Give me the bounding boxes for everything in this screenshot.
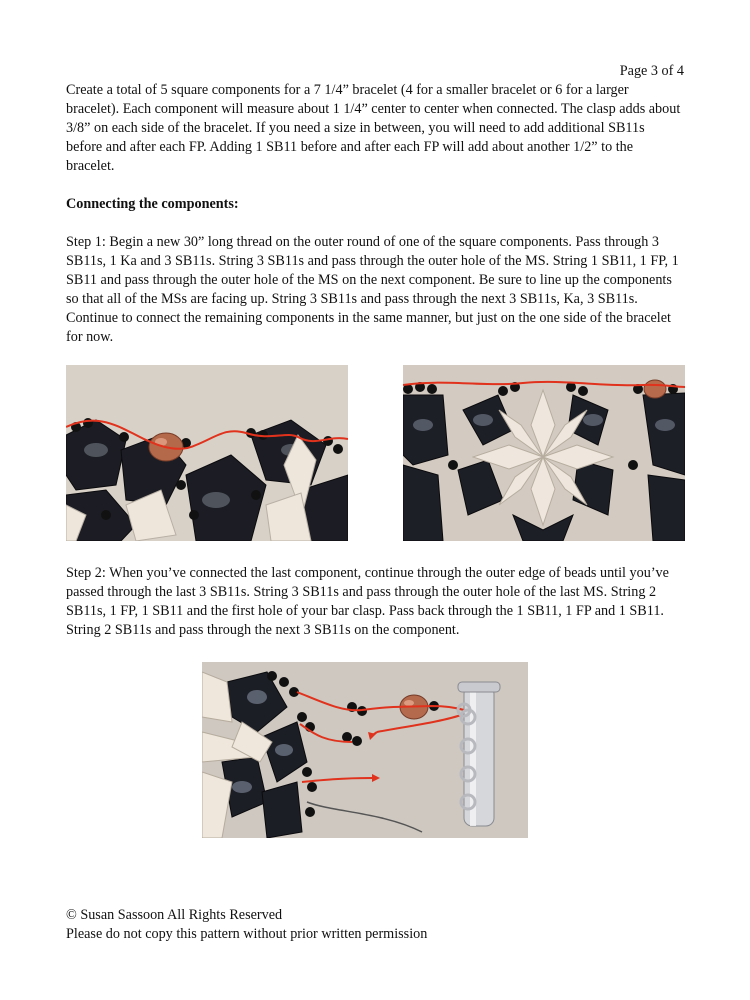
step-2-paragraph: Step 2: When you’ve connected the last component, continue through the outer edge of beads until you’ve passed through the last 3 SB11s. String 3 SB11s and pass through the outer hole of the last MS. String 2 SB11s, 1 FP, 1 SB11 and the first hole of your bar clasp. Pass back through the 1 SB11, 1 FP and 1 SB11. String 2 SB11s and pass through the next 3 SB11s on the component. <box>66 565 669 638</box>
photo-clasp-attachment <box>202 662 528 838</box>
photo-component-overview-illustration <box>403 365 685 541</box>
photo-clasp-attachment-illustration <box>202 662 528 838</box>
copyright-notice: © Susan Sassoon All Rights Reserved <box>66 907 283 923</box>
page-number: Page 3 of 4 <box>619 63 684 79</box>
photo-connection-closeup <box>66 365 348 541</box>
footer <box>66 906 427 944</box>
section-heading: Connecting the components: <box>66 196 239 212</box>
photo-component-overview <box>403 365 685 541</box>
copy-permission-notice: Please do not copy this pattern without prior written permission <box>66 926 428 942</box>
bar-clasp <box>458 682 500 826</box>
photo-connection-closeup-illustration <box>66 365 348 541</box>
step-1-paragraph: Step 1: Begin a new 30” long thread on the outer round of one of the square components. Pass through 3 SB11s, 1 Ka and 3 SB11s. String 3 SB11s and pass through the outer hole of the MS. String 1 SB11, 1 FP, 1 SB11 and pass through the outer hole of the MS on the next component. Be sure to line up the components so that all of the MSs are facing up. String 3 SB11s and pass through the next 3 SB11s, Ka, 3 SB11s. Continue to connect the remaining components in the same manner, but just on the one side of the bracelet for now. <box>66 234 679 345</box>
intro-paragraph: Create a total of 5 square components for a 7 1/4” bracelet (4 for a smaller bracelet or 6 for a larger bracelet). Each component will measure about 1 1/4” center to center when connected. The clasp adds about 3/8” on each side of the bracelet. If you need a size in between, you will need to add additional SB11s before and after each FP. Adding 1 SB11 before and after each FP will add about another 1/2” to the bracelet. <box>66 82 681 174</box>
